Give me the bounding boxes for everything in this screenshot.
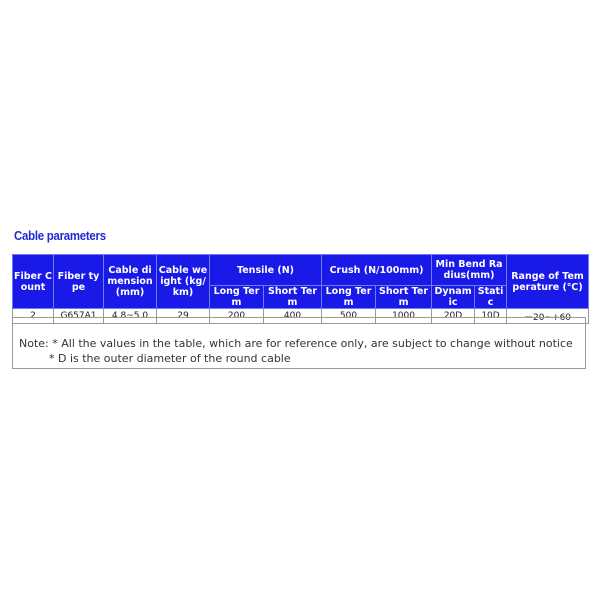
note-line-2: * D is the outer diameter of the round cable [49,352,291,365]
table-header-row [13,255,589,286]
header-tensile-short: Short Term [264,286,322,309]
header-fiber-count: Fiber Count [13,255,54,309]
header-crush-long: Long Term [322,286,376,309]
cable-parameters-table [12,254,589,324]
section-title: Cable parameters [14,228,106,243]
cell-tensile-long: 200 [210,309,264,324]
cell-tensile-short: 400 [264,309,322,324]
cell-temperature: －20~+60 [507,309,589,324]
header-crush: Crush (N/100mm) [322,255,432,286]
header-min-bend-radius: Min Bend Radius(mm) [432,255,507,286]
note-line-1: Note: * All the values in the table, which are for reference only, are subject to change without notice [19,337,573,350]
cell-fiber-count: 2 [13,309,54,324]
header-cable-dimension: Cable dimension (mm) [104,255,157,309]
notes-box [12,317,586,369]
cell-fiber-type: G657A1 [54,309,104,324]
cell-bend-static: 10D [475,309,507,324]
header-fiber-type: Fiber type [54,255,104,309]
header-tensile: Tensile (N) [210,255,322,286]
header-cable-weight: Cable weight (kg/km) [157,255,210,309]
header-tensile-long: Long Term [210,286,264,309]
cell-crush-long: 500 [322,309,376,324]
cell-cable-dimension: 4.8~5.0 [104,309,157,324]
header-bend-static: Static [475,286,507,309]
header-bend-dynamic: Dynamic [432,286,475,309]
cell-crush-short: 1000 [376,309,432,324]
header-crush-short: Short Term [376,286,432,309]
header-temperature: Range of Temperature (℃) [507,255,589,309]
cell-bend-dynamic: 20D [432,309,475,324]
cell-cable-weight: 29 [157,309,210,324]
